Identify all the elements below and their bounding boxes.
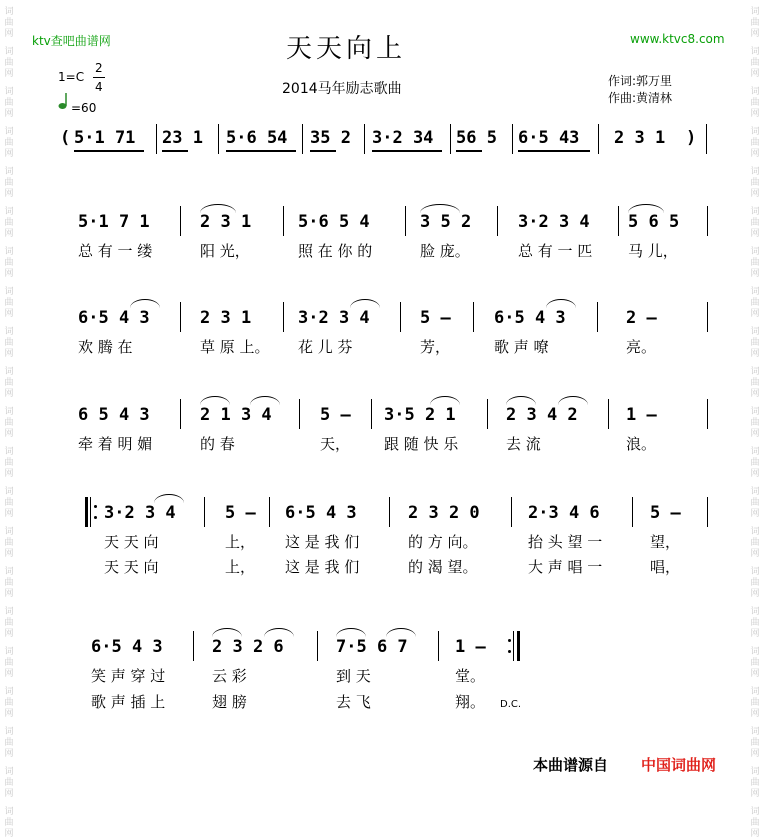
watermark-char: 曲 (4, 658, 14, 668)
watermark-char: 网 (750, 309, 760, 319)
source-site-link[interactable]: 中国词曲网 (641, 756, 717, 774)
barline (473, 302, 474, 332)
watermark-char: 网 (750, 429, 760, 439)
da-capo-mark: D.C. (500, 699, 522, 710)
line1-measure-3: 5·6 5 4 (298, 212, 370, 232)
slur (130, 299, 160, 308)
slur (350, 299, 380, 308)
underline (456, 150, 482, 152)
line4-lyric1-4: 的 方 向。 (408, 533, 478, 551)
watermark-char: 曲 (750, 258, 760, 268)
line5-measure-2: 2 3 2 6 (212, 637, 284, 657)
line1-lyric-5: 总 有 一 匹 (518, 242, 593, 260)
watermark-char: 网 (4, 749, 14, 759)
watermark-char: 词 (4, 687, 14, 697)
barline (269, 497, 270, 527)
watermark-char: 词 (750, 487, 760, 497)
watermark-char: 曲 (750, 618, 760, 628)
slur (212, 628, 242, 637)
intro-open-paren: ( (60, 128, 71, 148)
line4-measure-3: 6·5 4 3 (285, 503, 357, 523)
watermark-char: 词 (4, 567, 14, 577)
line2-measure-1: 6·5 4 3 (78, 308, 150, 328)
watermark-char: 词 (4, 487, 14, 497)
line4-measure-2: 5 – (225, 503, 256, 523)
watermark-char: 曲 (4, 258, 14, 268)
watermark-char: 曲 (750, 378, 760, 388)
watermark-char: 词 (4, 287, 14, 297)
slur (420, 204, 460, 213)
watermark-char: 网 (4, 829, 14, 839)
watermark-char: 曲 (4, 218, 14, 228)
watermark-char: 曲 (4, 18, 14, 28)
line1-measure-5: 3·2 3 4 (518, 212, 590, 232)
barline (193, 631, 194, 661)
line3-measure-6: 1 – (626, 405, 657, 425)
barline (450, 124, 451, 154)
line1-lyric-4: 脸 庞。 (420, 242, 470, 260)
watermark-char: 网 (4, 309, 14, 319)
intro-measure-3: 5·6 54 (226, 128, 288, 148)
slur (628, 204, 664, 213)
line3-measure-2: 2 1 3 4 (200, 405, 272, 425)
line2-lyric-3: 花 儿 芬 (298, 338, 353, 356)
watermark-char: 词 (750, 127, 760, 137)
line5-measure-4: 1 – (455, 637, 486, 657)
watermark-char: 词 (750, 447, 760, 457)
line2-lyric-6: 亮。 (626, 338, 657, 356)
time-signature-line (93, 77, 105, 78)
watermark-char: 网 (750, 189, 760, 199)
watermark-char: 曲 (4, 418, 14, 428)
watermark-char: 曲 (4, 698, 14, 708)
watermark-char: 曲 (750, 338, 760, 348)
watermark-char: 词 (4, 727, 14, 737)
intro-measure-6: 56 5 (456, 128, 497, 148)
watermark-char: 曲 (750, 298, 760, 308)
watermark-char: 词 (4, 167, 14, 177)
line5-lyric2-4: 翔。 (455, 693, 486, 711)
barline (512, 124, 513, 154)
line3-lyric-1: 牵 着 明 媚 (78, 435, 153, 453)
watermark-char: 网 (4, 389, 14, 399)
watermark-char: 词 (4, 127, 14, 137)
barline (156, 124, 157, 154)
underline (310, 150, 336, 152)
watermark-right (748, 0, 762, 839)
watermark-char: 网 (4, 189, 14, 199)
watermark-char: 网 (4, 429, 14, 439)
line3-lyric-4: 跟 随 快 乐 (384, 435, 459, 453)
barline (90, 497, 91, 527)
watermark-char: 曲 (4, 618, 14, 628)
barline (364, 124, 365, 154)
underline (226, 150, 296, 152)
watermark-char: 词 (750, 87, 760, 97)
line5-lyric1-3: 到 天 (336, 667, 371, 685)
underline (372, 150, 442, 152)
watermark-char: 词 (750, 807, 760, 817)
underline (74, 150, 144, 152)
watermark-char: 词 (4, 807, 14, 817)
watermark-char: 词 (750, 407, 760, 417)
line5-lyric1-2: 云 彩 (212, 667, 247, 685)
watermark-char: 曲 (750, 738, 760, 748)
line1-measure-4: 3 5 2 (420, 212, 472, 232)
repeat-dot (508, 639, 511, 642)
watermark-char: 网 (750, 149, 760, 159)
watermark-char: 曲 (750, 178, 760, 188)
barline (180, 302, 181, 332)
watermark-char: 曲 (750, 658, 760, 668)
watermark-char: 词 (4, 367, 14, 377)
barline (317, 631, 318, 661)
barline (707, 399, 708, 429)
watermark-char: 词 (750, 167, 760, 177)
watermark-char: 网 (4, 589, 14, 599)
watermark-char: 词 (750, 7, 760, 17)
line4-lyric2-6: 唱， (650, 558, 681, 576)
line1-lyric-1: 总 有 一 缕 (78, 242, 153, 260)
watermark-char: 曲 (4, 578, 14, 588)
watermark-char: 曲 (4, 58, 14, 68)
watermark-char: 网 (750, 629, 760, 639)
watermark-char: 词 (750, 367, 760, 377)
watermark-char: 曲 (4, 538, 14, 548)
watermark-char: 网 (4, 549, 14, 559)
watermark-char: 词 (750, 527, 760, 537)
watermark-char: 曲 (4, 98, 14, 108)
intro-measure-4: 35 2 (310, 128, 351, 148)
barline (438, 631, 439, 661)
watermark-char: 曲 (750, 418, 760, 428)
line1-lyric-3: 照 在 你 的 (298, 242, 373, 260)
intro-close-paren: ) (686, 128, 697, 148)
watermark-char: 网 (750, 669, 760, 679)
underline (518, 150, 590, 152)
watermark-char: 词 (750, 767, 760, 777)
barline (405, 206, 406, 236)
watermark-char: 曲 (4, 818, 14, 828)
watermark-char: 网 (750, 229, 760, 239)
watermark-char: 词 (4, 527, 14, 537)
watermark-char: 网 (4, 469, 14, 479)
site-link-right[interactable]: www.ktvc8.com (630, 32, 725, 46)
barline (608, 399, 609, 429)
watermark-char: 曲 (750, 578, 760, 588)
repeat-dot (94, 505, 97, 508)
watermark-char: 网 (750, 469, 760, 479)
watermark-char: 曲 (4, 498, 14, 508)
watermark-char: 网 (750, 709, 760, 719)
line4-measure-5: 2·3 4 6 (528, 503, 600, 523)
song-subtitle: 2014马年励志歌曲 (282, 81, 402, 97)
intro-measure-5: 3·2 34 (372, 128, 434, 148)
slur (506, 396, 536, 405)
tempo-value: =60 (71, 101, 97, 115)
line5-lyric1-4: 堂。 (455, 667, 486, 685)
repeat-end-bar (517, 631, 520, 661)
watermark-char: 网 (4, 349, 14, 359)
watermark-char: 曲 (750, 698, 760, 708)
watermark-char: 网 (750, 789, 760, 799)
watermark-char: 词 (4, 247, 14, 257)
line3-measure-1: 6 5 4 3 (78, 405, 150, 425)
line3-lyric-3: 天， (320, 435, 351, 453)
watermark-char: 词 (4, 87, 14, 97)
line1-measure-6: 5 6 5 (628, 212, 680, 232)
watermark-char: 词 (4, 607, 14, 617)
line4-lyric2-2: 上， (225, 558, 256, 576)
line4-lyric2-5: 大 声 唱 一 (528, 558, 603, 576)
lyricist: 作词:郭万里 (608, 74, 673, 88)
barline (598, 124, 599, 154)
barline (618, 206, 619, 236)
watermark-char: 词 (750, 327, 760, 337)
line1-lyric-6: 马 儿， (628, 242, 678, 260)
site-link-left[interactable]: ktv查吧曲谱网 (32, 34, 111, 48)
line5-lyric2-3: 去 飞 (336, 693, 371, 711)
line2-measure-4: 5 – (420, 308, 451, 328)
barline (218, 124, 219, 154)
line4-lyric2-1: 天 天 向 (104, 558, 159, 576)
watermark-char: 词 (4, 647, 14, 657)
watermark-char: 词 (750, 727, 760, 737)
watermark-char: 曲 (750, 138, 760, 148)
watermark-char: 网 (4, 789, 14, 799)
barline (302, 124, 303, 154)
barline (371, 399, 372, 429)
slur (200, 204, 236, 213)
line2-lyric-1: 欢 腾 在 (78, 338, 133, 356)
watermark-char: 网 (4, 29, 14, 39)
watermark-char: 曲 (4, 178, 14, 188)
watermark-char: 曲 (4, 338, 14, 348)
slur (200, 396, 230, 405)
line5-measure-1: 6·5 4 3 (91, 637, 163, 657)
watermark-char: 词 (750, 647, 760, 657)
repeat-dot (94, 516, 97, 519)
line1-lyric-2: 阳 光， (200, 242, 250, 260)
line2-measure-2: 2 3 1 (200, 308, 252, 328)
watermark-char: 网 (750, 29, 760, 39)
watermark-char: 词 (4, 447, 14, 457)
composer: 作曲:黄清林 (608, 91, 673, 105)
slur (154, 494, 184, 503)
barline (513, 631, 514, 661)
line4-lyric1-5: 抬 头 望 一 (528, 533, 603, 551)
watermark-char: 网 (4, 109, 14, 119)
barline (389, 497, 390, 527)
line1-measure-1: 5·1 7 1 (78, 212, 150, 232)
watermark-char: 网 (4, 229, 14, 239)
time-signature-bottom: 4 (95, 80, 103, 94)
barline (299, 399, 300, 429)
barline (707, 206, 708, 236)
watermark-char: 词 (4, 47, 14, 57)
watermark-char: 网 (750, 349, 760, 359)
watermark-char: 曲 (750, 818, 760, 828)
slur (430, 396, 460, 405)
barline (707, 497, 708, 527)
line5-lyric2-1: 歌 声 插 上 (91, 693, 166, 711)
watermark-char: 网 (4, 629, 14, 639)
repeat-dot (508, 650, 511, 653)
barline (487, 399, 488, 429)
barline (706, 124, 707, 154)
watermark-char: 曲 (750, 498, 760, 508)
watermark-char: 网 (750, 389, 760, 399)
barline (204, 497, 205, 527)
line4-measure-4: 2 3 2 0 (408, 503, 480, 523)
watermark-char: 网 (750, 109, 760, 119)
watermark-char: 曲 (4, 738, 14, 748)
barline (511, 497, 512, 527)
slur (250, 396, 280, 405)
line5-measure-3: 7·5 6 7 (336, 637, 408, 657)
watermark-char: 词 (750, 247, 760, 257)
watermark-char: 词 (750, 687, 760, 697)
slur (264, 628, 294, 637)
watermark-char: 网 (750, 749, 760, 759)
line2-lyric-5: 歌 声 嘹 (494, 338, 549, 356)
watermark-char: 网 (4, 69, 14, 79)
watermark-char: 词 (4, 407, 14, 417)
watermark-char: 曲 (750, 538, 760, 548)
quarter-note-icon (58, 92, 70, 110)
watermark-char: 曲 (750, 58, 760, 68)
barline (180, 206, 181, 236)
watermark-char: 网 (750, 829, 760, 839)
watermark-char: 网 (4, 669, 14, 679)
slur (336, 628, 366, 637)
song-title: 天天向上 (286, 34, 407, 64)
line1-measure-2: 2 3 1 (200, 212, 252, 232)
line4-lyric1-3: 这 是 我 们 (285, 533, 360, 551)
intro-measure-8: 2 3 1 (614, 128, 666, 148)
line4-lyric1-6: 望， (650, 533, 681, 551)
line3-measure-4: 3·5 2 1 (384, 405, 456, 425)
line3-lyric-6: 浪。 (626, 435, 657, 453)
watermark-char: 词 (750, 47, 760, 57)
line4-lyric2-3: 这 是 我 们 (285, 558, 360, 576)
watermark-char: 词 (750, 607, 760, 617)
barline (180, 399, 181, 429)
key-signature: 1=C (58, 70, 85, 84)
watermark-char: 网 (750, 589, 760, 599)
slur (386, 628, 416, 637)
watermark-char: 曲 (750, 458, 760, 468)
barline (707, 302, 708, 332)
watermark-char: 词 (750, 287, 760, 297)
source-label: 本曲谱源自 (533, 756, 609, 774)
watermark-char: 词 (4, 767, 14, 777)
line5-lyric1-1: 笑 声 穿 过 (91, 667, 166, 685)
line4-lyric1-2: 上， (225, 533, 256, 551)
watermark-char: 曲 (750, 98, 760, 108)
watermark-char: 曲 (4, 778, 14, 788)
watermark-char: 词 (4, 327, 14, 337)
watermark-char: 词 (750, 207, 760, 217)
watermark-char: 词 (750, 567, 760, 577)
line3-measure-5: 2 3 4 2 (506, 405, 578, 425)
watermark-char: 网 (750, 549, 760, 559)
barline (283, 302, 284, 332)
watermark-char: 曲 (4, 458, 14, 468)
watermark-char: 曲 (4, 378, 14, 388)
intro-measure-1: 5·1 71 (74, 128, 136, 148)
watermark-char: 网 (4, 709, 14, 719)
watermark-char: 曲 (4, 138, 14, 148)
watermark-char: 网 (4, 269, 14, 279)
line3-measure-3: 5 – (320, 405, 351, 425)
intro-measure-2: 23 1 (162, 128, 203, 148)
line2-lyric-2: 草 原 上。 (200, 338, 270, 356)
line4-lyric1-1: 天 天 向 (104, 533, 159, 551)
watermark-char: 曲 (750, 18, 760, 28)
time-signature-top: 2 (95, 61, 103, 75)
line2-measure-3: 3·2 3 4 (298, 308, 370, 328)
watermark-char: 词 (4, 207, 14, 217)
line5-lyric2-2: 翅 膀 (212, 693, 247, 711)
line4-measure-6: 5 – (650, 503, 681, 523)
line2-measure-6: 2 – (626, 308, 657, 328)
line3-lyric-2: 的 春 (200, 435, 235, 453)
repeat-start-bar (85, 497, 88, 527)
line2-measure-5: 6·5 4 3 (494, 308, 566, 328)
line4-lyric2-4: 的 渴 望。 (408, 558, 478, 576)
slur (546, 299, 576, 308)
barline (632, 497, 633, 527)
watermark-char: 曲 (4, 298, 14, 308)
watermark-char: 网 (750, 509, 760, 519)
barline (597, 302, 598, 332)
watermark-char: 网 (750, 269, 760, 279)
slur (558, 396, 588, 405)
line2-lyric-4: 芳， (420, 338, 451, 356)
watermark-char: 曲 (750, 778, 760, 788)
barline (400, 302, 401, 332)
barline (497, 206, 498, 236)
watermark-char: 曲 (750, 218, 760, 228)
underline (162, 150, 188, 152)
intro-measure-7: 6·5 43 (518, 128, 580, 148)
watermark-char: 词 (4, 7, 14, 17)
barline (283, 206, 284, 236)
watermark-char: 网 (4, 149, 14, 159)
watermark-left (2, 0, 16, 839)
watermark-char: 网 (4, 509, 14, 519)
line4-measure-1: 3·2 3 4 (104, 503, 176, 523)
watermark-char: 网 (750, 69, 760, 79)
line3-lyric-5: 去 流 (506, 435, 541, 453)
